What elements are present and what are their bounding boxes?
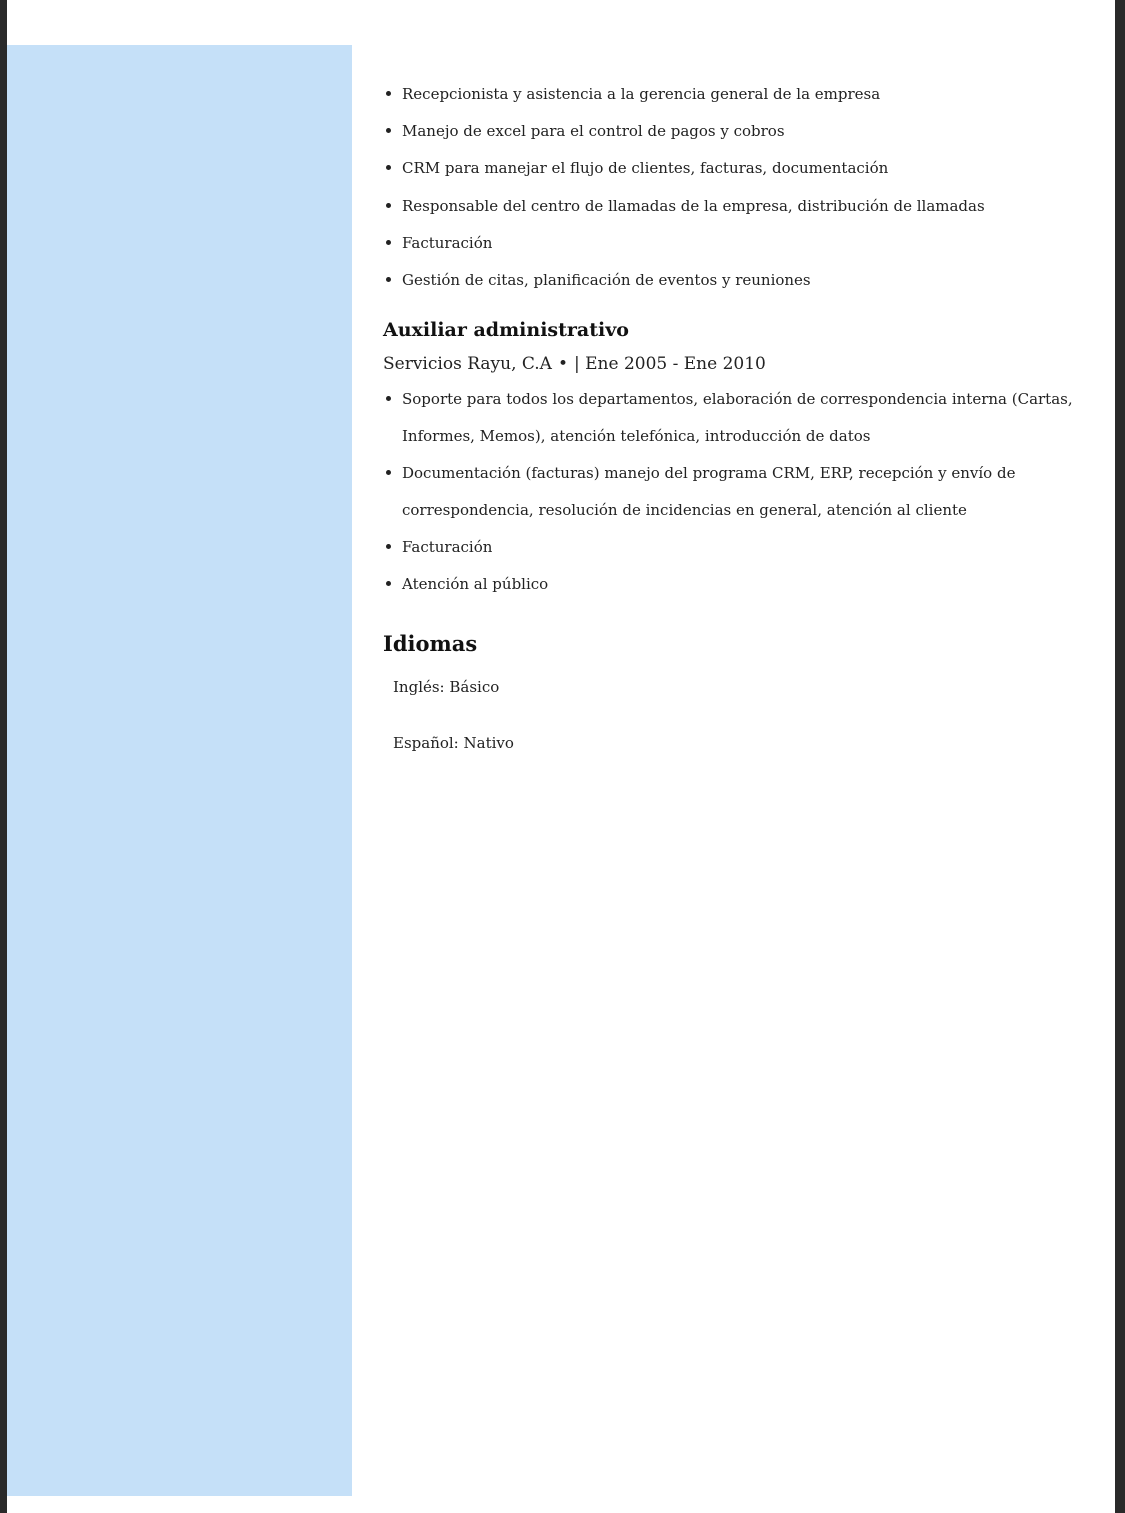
list-item: Soporte para todos los departamentos, elaboración de correspondencia interna (Cartas, Informes, Memos), atención telefónica, introducción de datos <box>383 381 1073 455</box>
previous-job-bullets <box>383 76 1073 299</box>
list-item: Gestión de citas, planificación de eventos y reuniones <box>383 262 1073 299</box>
languages-heading: Idiomas <box>383 631 478 657</box>
list-item: Responsable del centro de llamadas de la empresa, distribución de llamadas <box>383 188 1073 225</box>
list-item: Documentación (facturas) manejo del programa CRM, ERP, recepción y envío de correspondencia, resolución de incidencias en general, atención al cliente <box>383 455 1073 529</box>
job-company: Servicios Rayu, C.A <box>383 354 552 375</box>
language-item: Español: Nativo <box>393 734 514 753</box>
job-bullets <box>383 381 1073 603</box>
list-item: Recepcionista y asistencia a la gerencia general de la empresa <box>383 76 1073 113</box>
list-item: CRM para manejar el flujo de clientes, facturas, documentación <box>383 150 1073 187</box>
job-title: Auxiliar administrativo <box>383 319 629 342</box>
separator-dot: • <box>557 354 568 375</box>
languages-list <box>383 677 1073 753</box>
language-item: Inglés: Básico <box>393 678 500 697</box>
resume-page <box>7 0 1115 1513</box>
job-dates: | Ene 2005 - Ene 2010 <box>574 354 766 375</box>
job-meta <box>383 351 1073 377</box>
list-item: Manejo de excel para el control de pagos y cobros <box>383 113 1073 150</box>
list-item: Facturación <box>383 225 1073 262</box>
sidebar-panel <box>7 45 352 1496</box>
main-content <box>383 76 1073 789</box>
list-item: Atención al público <box>383 566 1073 603</box>
list-item: Facturación <box>383 529 1073 566</box>
